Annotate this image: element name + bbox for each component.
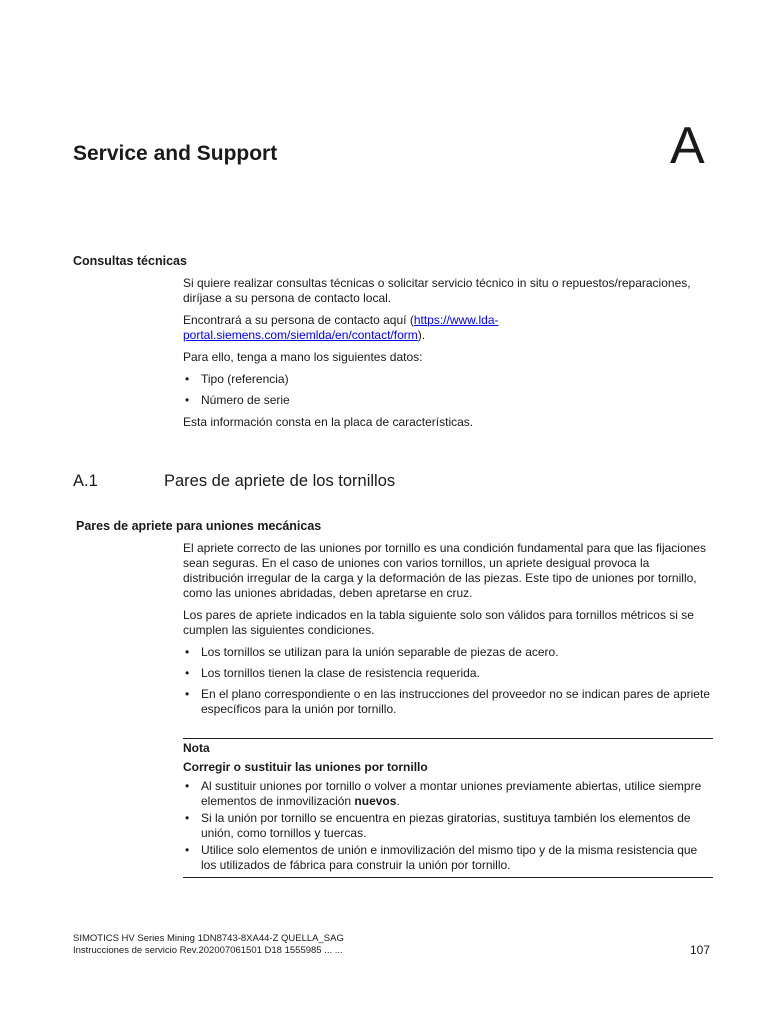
footer-line2: Instrucciones de servicio Rev.202007061501 D18 1555985 ... ... [73,945,343,956]
consultas-list [183,372,713,408]
list-item: • En el plano correspondiente o en las instrucciones del proveedor no se indican pares de apriete específicos para la unión por tornillo. [183,687,713,717]
section-title: Pares de apriete de los tornillos [164,472,396,490]
page-number: 107 [690,943,711,957]
note-subtitle: Corregir o sustituir las uniones por tornillo [183,760,428,774]
section-number: A.1 [73,472,98,490]
note-list [183,779,713,873]
consultas-p2 [183,313,713,343]
note-item1-bold: nuevos [354,794,397,808]
section-heading [73,472,395,491]
list-item: • Utilice solo elementos de unión e inmovilización del mismo tipo y de la misma resistencia que los utilizados de fábrica para construir la unión por tornillo. [183,843,713,873]
list-item: • Los tornillos se utilizan para la unión separable de piezas de acero. [183,645,713,660]
note-title: Nota [183,741,210,755]
chapter-title: Service and Support [73,142,278,165]
pares-heading: Pares de apriete para uniones mecánicas [76,519,322,533]
consultas-p3: Para ello, tenga a mano los siguientes datos: [183,350,423,364]
consultas-p2-after: ). [417,328,426,342]
pares-body [183,541,713,724]
note-item1-text: Al sustituir uniones por tornillo o volver a montar uniones previamente abiertas, utilice siempre elementos de inmovilización [201,779,702,808]
consultas-p4: Esta información consta en la placa de características. [183,415,474,429]
note-item1-end: . [396,794,400,808]
consultas-p2-before: Encontrará a su persona de contacto aquí ( [183,313,414,327]
footer-line1: SIMOTICS HV Series Mining 1DN8743-8XA44-Z QUELLA_SAG [73,933,344,944]
pares-list [183,645,713,717]
list-item: • Tipo (referencia) [183,372,713,387]
note-box [183,738,713,878]
list-item: • Los tornillos tienen la clase de resistencia requerida. [183,666,713,681]
consultas-p1: Si quiere realizar consultas técnicas o solicitar servicio técnico in situ o repuestos/reparaciones, diríjase a su persona de contacto local. [183,276,691,305]
contact-form-link[interactable]: https://www.lda-portal.siemens.com/siemlda/en/contact/form [183,313,499,342]
consultas-body [183,276,713,437]
pares-p2: Los pares de apriete indicados en la tabla siguiente solo son válidos para tornillos métricos si se cumplen las siguientes condiciones. [183,608,694,637]
list-item [183,779,713,809]
pares-p1: El apriete correcto de las uniones por tornillo es una condición fundamental para que las fijaciones sean seguras. En el caso de uniones con varios tornillos, un apriete desigual provoca la distribución irregular de la carga y la deformación de las piezas. Este tipo de uniones por tornillo, como las uniones abridadas, deben apretarse en cruz. [183,541,706,600]
list-item: • Número de serie [183,393,713,408]
consultas-heading: Consultas técnicas [73,254,187,268]
chapter-letter: A [670,117,705,175]
footer [73,933,344,957]
list-item: • Si la unión por tornillo se encuentra en piezas giratorias, sustituya también los elementos de unión, como tornillos y tuercas. [183,811,713,841]
